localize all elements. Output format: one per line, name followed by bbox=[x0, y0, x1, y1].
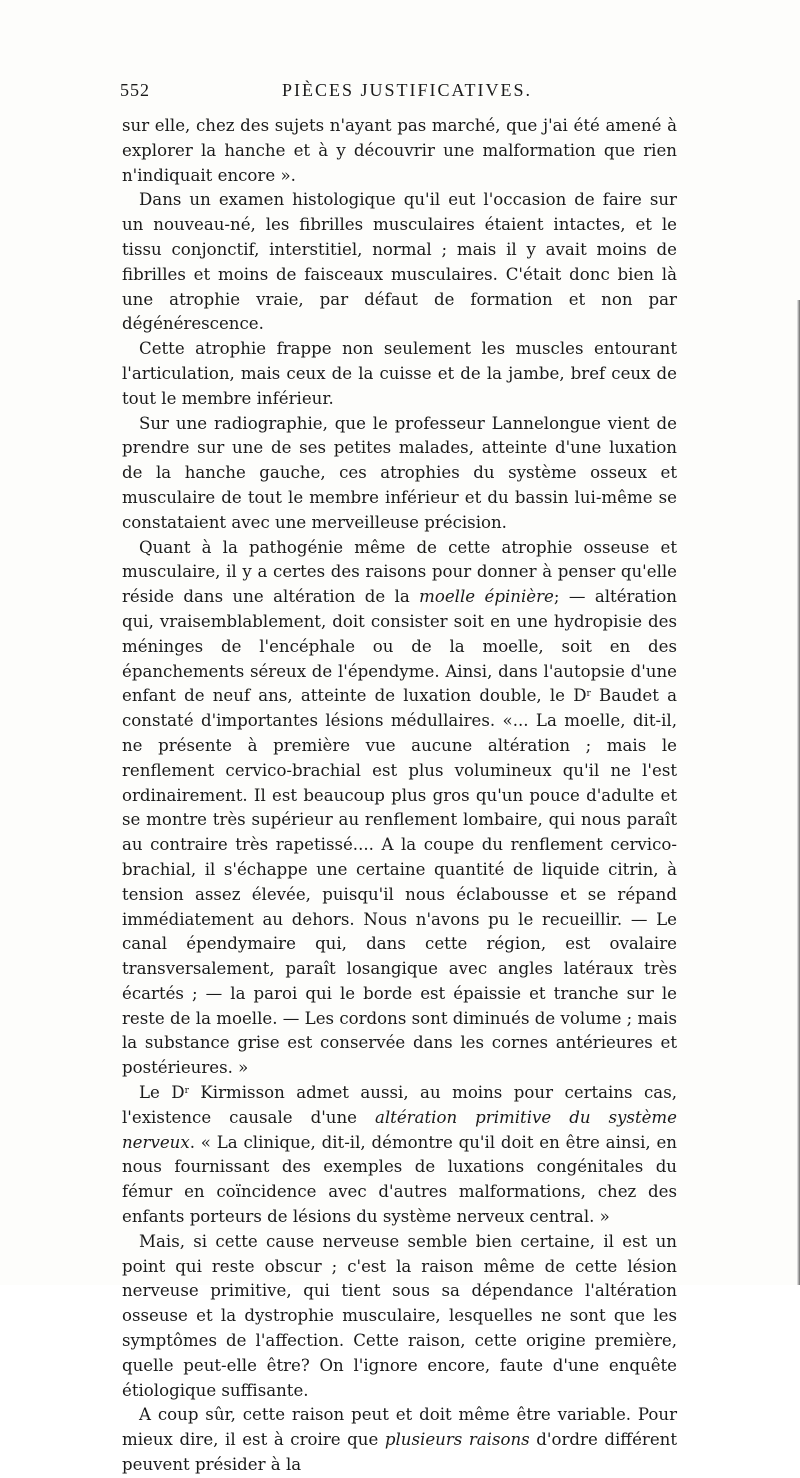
paragraph-kirmisson bbox=[122, 1081, 677, 1230]
paragraph-text: d'ordre différent peuvent présider à la bbox=[122, 1430, 677, 1475]
paragraph-text: Dans un examen histologique qu'il eut l'occasion de faire sur un nouveau-né, les fibrilles musculaires étaient intactes, et le tissu conjonctif, interstitiel, normal ; mais il y avait moins de fibrilles et moins de faisceaux musculaires. C'était donc bien là une atrophie vraie, par défaut de formation et non par dégénérescence. bbox=[122, 190, 677, 334]
paragraph-radiography bbox=[122, 412, 677, 536]
paragraph-pathogenesis bbox=[122, 536, 677, 1082]
paragraph-text: A coup sûr, cette raison peut et doit même être variable. Pour mieux dire, il est à croire que bbox=[122, 1405, 677, 1450]
italic-term: altération primitive du système nerveux bbox=[122, 1107, 677, 1152]
italic-term: moelle épinière bbox=[419, 587, 554, 607]
running-head bbox=[120, 80, 680, 104]
paragraph-continuation bbox=[122, 114, 677, 188]
paragraph-text: ; — altération qui, vraisemblablement, doit consister soit en une hydropisie des méninges de l'encéphale ou de la moelle, soit en des épanchements séreux de l'épendyme. Ainsi, dans l'autopsie d'une enfant de neuf ans, atteinte de luxation double, le D bbox=[122, 587, 677, 706]
paragraph-text: Baudet a constaté d'importantes lésions médullaires. «... La moelle, dit-il, ne présente à première vue aucune altération ; mais le renflement cervico-brachial est plus volumineux qu'il ne l'est ordinairement. Il est beaucoup plus gros qu'un pouce d'adulte et se montre très supérieur au renflement lombaire, qui nous paraît au contraire très rapetissé.... A la coupe du renflement cervico-brachial, il s'échappe une certaine quantité de liquide citrin, à tension assez élevée, puisqu'il nous éclabousse et se répand immédiatement au dehors. Nous n'avons pu le recueillir. — Le canal épendymaire qui, dans cette région, est ovalaire transversalement, paraît losangique avec angles latéraux très écartés ; — la paroi qui le borde est épaissie et tranche sur le reste de la moelle. — Les cordons sont diminués de volume ; mais la substance grise est conservée dans les cornes antérieures et postérieures. » bbox=[122, 686, 677, 1078]
paragraph-plural-reasons bbox=[122, 1403, 677, 1477]
body-text bbox=[122, 114, 677, 1478]
superscript: r bbox=[184, 1086, 189, 1097]
header-title: PIÈCES JUSTIFICATIVES. bbox=[282, 80, 533, 100]
paragraph-text: Le D bbox=[139, 1083, 185, 1103]
paragraph-text: Mais, si cette cause nerveuse semble bien certaine, il est un point qui reste obscur ; c'est la raison même de cette lésion nerveuse primitive, qui tient sous sa dépendance l'altération osseuse et la dystrophie musculaire, lesquelles ne sont que les symptômes de l'affection. Cette raison, cette origine première, quelle peut-elle être? On l'ignore encore, faute d'une enquête étiologique suffisante. bbox=[122, 1231, 677, 1400]
paragraph-text: . « La clinique, dit-il, démontre qu'il doit en être ainsi, en nous fournissant des exemples de luxations congénitales du fémur en coïncidence avec d'autres malformations, chez des enfants porteurs de lésions du système nerveux central. » bbox=[122, 1132, 677, 1227]
page-number: 552 bbox=[120, 80, 150, 100]
paragraph-nervous-cause bbox=[122, 1230, 677, 1404]
paragraph-text: Quant à la pathogénie même de cette atrophie osseuse et musculaire, il y a certes des raisons pour donner à penser qu'elle réside dans une altération de la bbox=[122, 537, 677, 607]
paragraph-text: Cette atrophie frappe non seulement les muscles entourant l'articulation, mais ceux de la cuisse et de la jambe, bref ceux de tout le membre inférieur. bbox=[122, 339, 677, 408]
italic-term: plusieurs raisons bbox=[384, 1430, 530, 1450]
paragraph-text: sur elle, chez des sujets n'ayant pas marché, que j'ai été amené à explorer la hanche et à y découvrir une malformation que rien n'indiquait encore ». bbox=[122, 116, 677, 185]
paragraph-atrophy-extent bbox=[122, 337, 677, 411]
superscript: r bbox=[586, 689, 591, 700]
paragraph-text: Sur une radiographie, que le professeur Lannelongue vient de prendre sur une de ses petites malades, atteinte d'une luxation de la hanche gauche, ces atrophies du système osseux et musculaire de tout le membre inférieur et du bassin lui-même se constataient avec une merveilleuse précision. bbox=[122, 413, 677, 532]
paragraph-text: Kirmisson admet aussi, au moins pour certains cas, l'existence causale d'une bbox=[122, 1083, 677, 1127]
paragraph-histology bbox=[122, 188, 677, 337]
